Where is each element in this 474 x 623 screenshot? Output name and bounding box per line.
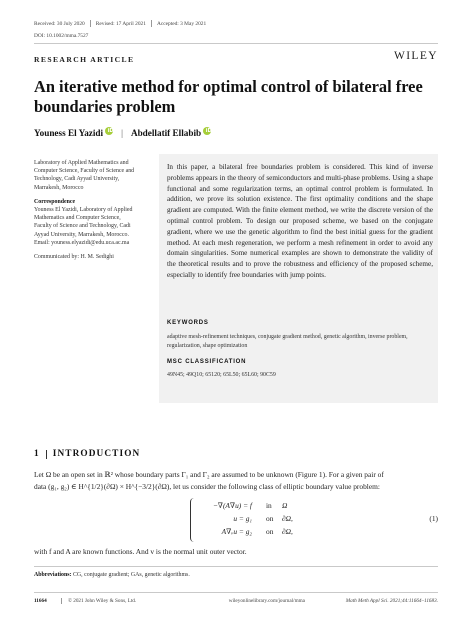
equation-brace [190,498,196,542]
accepted-date: Accepted: 3 May 2021 [156,20,207,27]
equation-domain: Ω [282,501,288,510]
affiliation-line: Marrakesh, Morocco [34,184,84,191]
journal-url[interactable]: wileyonlinelibrary.com/journal/mma [228,598,305,604]
section-heading [34,449,140,459]
article-type: RESEARCH ARTICLE [34,55,135,64]
author-name[interactable]: Youness El Yazidi [34,128,104,138]
equation-row [198,512,362,525]
section-divider [46,450,47,459]
section-number: 1 [34,449,40,459]
abstract-text: In this paper, a bilateral free boundaries problem is considered. This kind of inverse problems appears in the theory of semiconductors and multi-phase problems. Using a shape functional and some regularization terms, an optimal control problem is formulated. In addition, we prove its solution existence. The first optimality conditions and the shape gradient are computed. With the finite element method, we write the discrete version of the optimal control problem. To design our proposed scheme, we based on the conjugate gradient, where we use the genetic algorithm to find the best initial guess for the gradient method. At each mesh regeneration, we perform a mesh refinement in order to avoid any domain singularities. Some numerical examples are shown to demonstrate the validity of the theoretical results and to prove the robustness and efficiency of the proposed scheme, especially to identify free boundaries with jump points. [167,163,433,279]
orcid-icon[interactable]: iD [203,127,211,135]
correspondence-line: Youness El Yazidi, Laboratory of Applied [34,207,133,214]
equation-row [198,525,362,538]
abstract-panel [159,154,438,403]
equation-number: (1) [429,514,438,523]
orcid-icon[interactable]: iD [105,127,113,135]
keywords-heading: KEYWORDS [167,320,209,326]
author-list [34,128,211,138]
header-rule [34,43,438,44]
equation-domain: ∂Ω, [282,527,293,537]
title-line: An iterative method for optimal control of bilateral free [34,77,423,96]
submission-dates [34,20,211,27]
correspondence-line: Ayyad University, Marrakesh, Morocco. [34,231,129,238]
publisher-logo: WILEY [393,50,438,62]
correspondence-line: Mathematics and Computer Science, [34,215,121,222]
equation-system [198,499,362,539]
journal-citation: Math Meth Appl Sci. 2021;44:11664–11683. [345,598,438,604]
abbreviations-text: CG, conjugate gradient; GAs, genetic algorithms. [71,572,190,578]
keywords-text: adaptive mesh-refinement techniques, conjugate gradient method, genetic algorithm, inverse problem, regularization, shape optimization [167,334,408,349]
equation-row [198,499,362,512]
communicated-by: Communicated by: H. M. Sedighi [34,254,114,261]
footer-rule [34,592,438,593]
affiliation [34,159,154,192]
affiliation-line: Laboratory of Applied Mathematics and [34,160,129,166]
equation-lhs: u = g₁ [233,514,252,524]
abbreviations-rule [34,566,438,567]
intro-line: Let Ω be an open set in ℝ² whose boundary parts Γ₁ and Γ₂ are assumed to be unknown (Figure 1). For a given pair of [34,470,384,479]
email-link[interactable]: Email: youness.elyazidi@edu.uca.ac.ma [34,239,130,246]
title-line: boundaries problem [34,96,176,116]
author-divider: | [121,128,123,138]
correspondence-line: Faculty of Science and Technology, Cadi [34,223,131,230]
equation-domain: ∂Ω, [282,514,293,524]
received-date: Received: 30 July 2020 [34,20,85,27]
page-number: 11664 [34,598,62,604]
equation-relation: on [266,514,274,524]
correspondence [34,198,154,247]
abbreviations-label: Abbreviations: [34,572,72,578]
revised-date: Revised: 17 April 2021 [95,20,146,27]
equation-lhs: −∇(A∇u) = f [212,501,252,510]
author-info-column [34,159,154,267]
affiliation-line: Technology, Cadi Ayyad University, [34,176,120,183]
body-paragraph: with f and A are known functions. And v is the normal unit outer vector. [34,547,247,556]
doi[interactable]: DOI: 10.1002/mma.7527 [34,33,89,39]
affiliation-line: Computer Science, Faculty of Science and [34,168,135,175]
page-footer [34,598,438,604]
msc-codes: 49N45; 49Q10; 65120; 65L50; 65L60; 90C59 [167,372,276,378]
msc-heading: MSC CLASSIFICATION [167,359,247,365]
correspondence-heading: Correspondence [34,198,76,205]
paper-title [34,77,438,116]
intro-paragraph [34,469,438,492]
equation-relation: in [266,501,272,510]
section-title: INTRODUCTION [52,449,141,459]
equation-lhs: A∇ᵥu = g₂ [221,527,252,537]
author-name[interactable]: Abdellatif Ellabib [130,128,202,138]
abbreviations [34,572,190,578]
copyright: © 2021 John Wiley & Sons, Ltd. [68,598,137,604]
equation-relation: on [266,527,274,537]
intro-line: data (g₁, g₂) ∈ H^{1/2}(∂Ω) × H^{−3/2}(∂Ω), let us consider the following class of elliptic boundary value problem: [34,481,380,491]
